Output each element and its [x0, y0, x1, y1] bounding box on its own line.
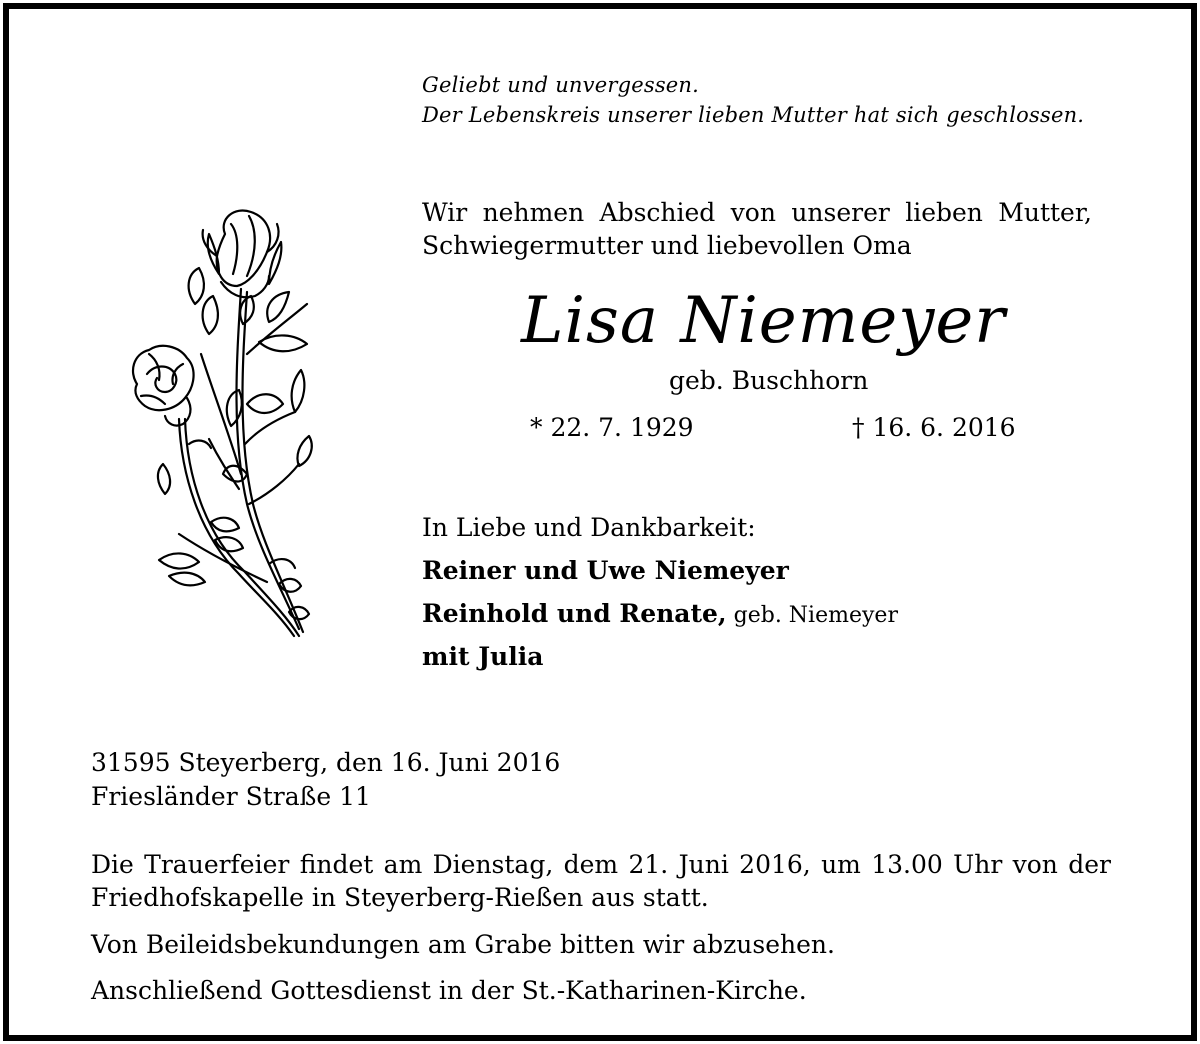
deceased-name: Lisa Niemeyer [521, 284, 1006, 358]
motto-line-2: Der Lebenskreis unserer lieben Mutter hat sich geschlossen. [422, 103, 1085, 127]
rose-illustration-icon [119, 204, 329, 654]
mourner-line-2-maiden: geb. Niemeyer [726, 603, 898, 628]
address-line-1: 31595 Steyerberg, den 16. Juni 2016 [91, 748, 561, 777]
intro-line-2: Schwiegermutter und liebevollen Oma [422, 231, 912, 260]
maiden-name: geb. Buschhorn [669, 366, 869, 395]
birth-date: * 22. 7. 1929 [530, 413, 694, 442]
mourner-line-3: mit Julia [422, 642, 544, 671]
condolences-note: Von Beileidsbekundungen am Grabe bitten wir abzusehen. [91, 930, 835, 959]
address-line-2: Friesländer Straße 11 [91, 782, 371, 811]
death-date: † 16. 6. 2016 [852, 413, 1016, 442]
intro-line-1: Wir nehmen Abschied von unserer lieben Mutter, [422, 198, 1092, 227]
mourner-line-2-names: Reinhold und Renate, [422, 599, 727, 628]
obituary-notice [3, 3, 1197, 1041]
mourners-intro: In Liebe und Dankbarkeit: [422, 513, 756, 542]
mourner-line-1: Reiner und Uwe Niemeyer [422, 556, 789, 585]
funeral-line-1: Die Trauerfeier findet am Dienstag, dem 21. Juni 2016, um 13.00 Uhr von der [91, 850, 1111, 879]
service-note: Anschließend Gottesdienst in der St.-Katharinen-Kirche. [91, 976, 807, 1005]
funeral-line-2: Friedhofskapelle in Steyerberg-Rießen aus statt. [91, 883, 709, 912]
mourner-line-2 [422, 598, 898, 632]
motto-line-1: Geliebt und unvergessen. [422, 73, 700, 97]
